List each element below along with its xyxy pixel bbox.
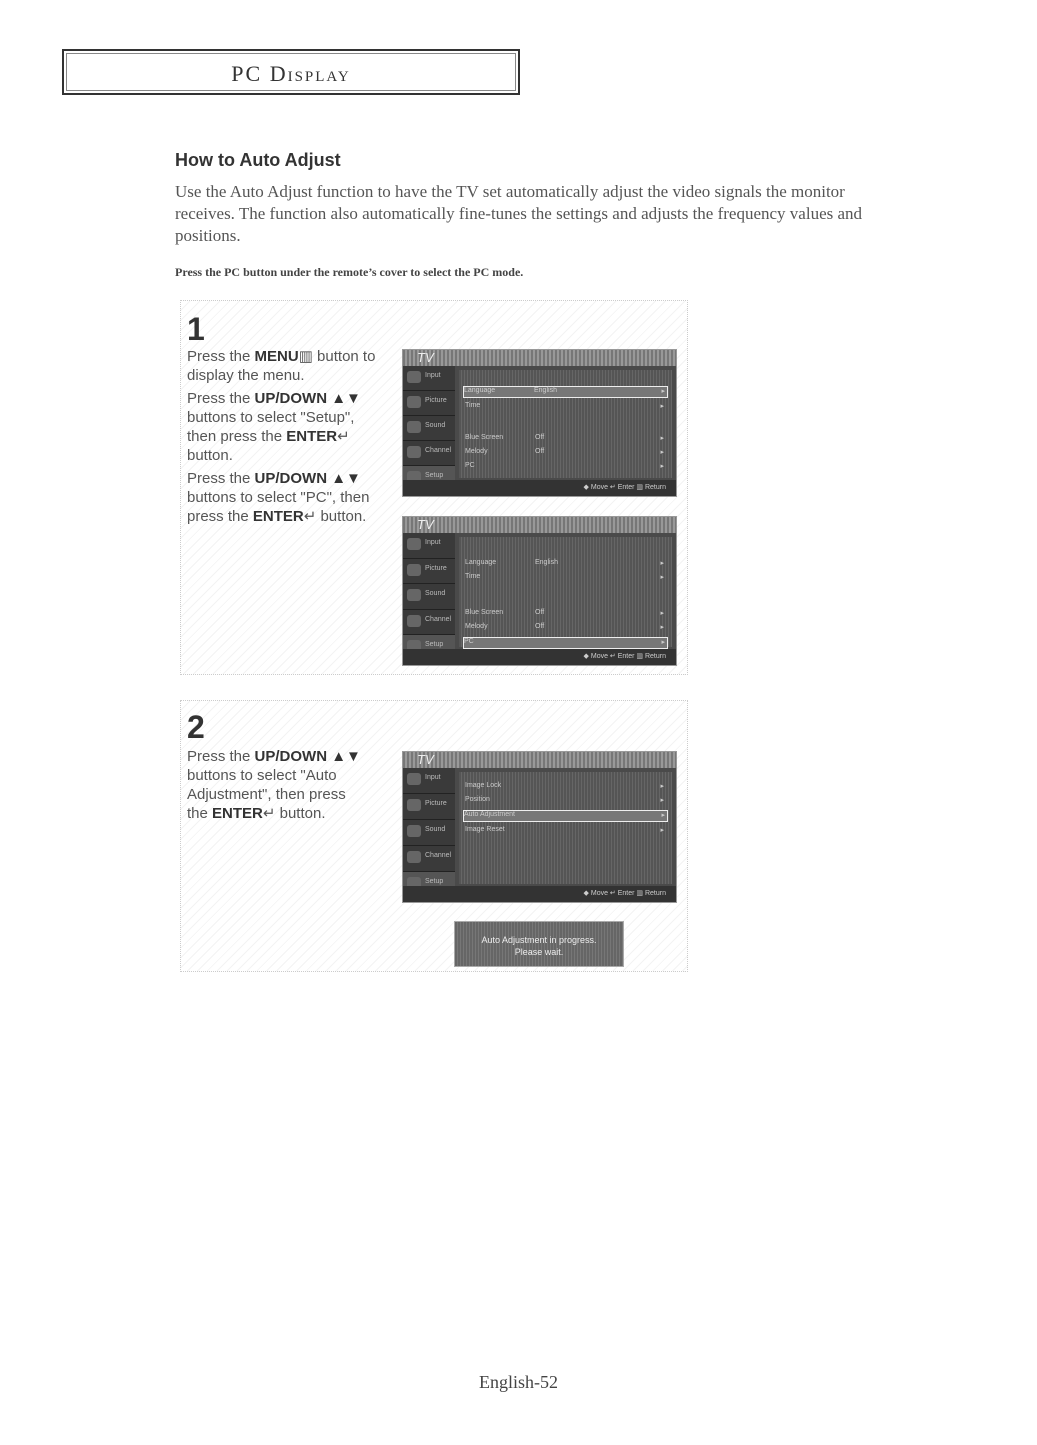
osd-sidebar (403, 533, 455, 649)
osd-side-picture: Picture (403, 391, 455, 416)
auto-adjust-progress-message (454, 921, 624, 967)
osd-side-input: Input (403, 768, 455, 794)
osd-side-sound: Sound (403, 416, 455, 441)
up-down-arrows-icon: ▲▼ (331, 748, 361, 765)
step-2-panel (180, 700, 688, 972)
osd-tv-label: TV (417, 517, 434, 532)
osd-row: Position ▸ (465, 796, 664, 804)
osd-row: Language English ▸ (463, 386, 668, 398)
step-1-instructions (187, 347, 387, 530)
menu-button-icon: ▥ (298, 348, 313, 365)
osd-side-picture: Picture (403, 794, 455, 820)
osd-body (459, 772, 672, 884)
osd-side-channel: Channel (403, 610, 455, 636)
step-2-instructions (187, 747, 367, 827)
osd-body (459, 537, 672, 647)
osd-row: Time ▸ (465, 573, 664, 581)
osd-bottom-bar: ◆ Move ↵ Enter ▥ Return (403, 886, 676, 902)
osd-bottom-bar: ◆ Move ↵ Enter ▥ Return (403, 480, 676, 496)
progress-line-1: Auto Adjustment in progress. (481, 935, 597, 945)
osd-title-bar (403, 350, 676, 366)
section-header-box (62, 49, 520, 95)
step-2-line-1: Press the UP/DOWN ▲▼ buttons to select "Auto Adjustment", then press the ENTER↵ button. (187, 748, 361, 822)
osd-row: Language English ▸ (465, 559, 664, 567)
osd-row: Melody Off ▸ (465, 623, 664, 631)
page-heading: How to Auto Adjust (175, 150, 341, 170)
osd-side-channel: Channel (403, 846, 455, 872)
progress-line-2: Please wait. (514, 947, 564, 957)
osd-side-setup: Setup (403, 466, 455, 491)
osd-title-bar (403, 517, 676, 533)
osd-sidebar (403, 366, 455, 480)
osd-row: Auto Adjustment ▸ (463, 810, 668, 822)
osd-row: PC ▸ (465, 462, 664, 470)
osd-setup-menu (402, 349, 677, 497)
osd-row: Blue Screen Off ▸ (465, 609, 664, 617)
page-footer: English-52 (479, 1372, 558, 1392)
step-2-number: 2 (187, 709, 205, 745)
osd-setup-menu-pc-selected (402, 516, 677, 666)
pc-mode-note: Press the PC button under the remote’s cover to select the PC mode. (175, 265, 524, 279)
step-1-number: 1 (187, 311, 205, 347)
osd-row: PC ▸ (463, 637, 668, 649)
osd-side-setup: Setup (403, 635, 455, 661)
osd-row: Image Lock ▸ (465, 782, 664, 790)
enter-button-icon: ↵ (337, 428, 350, 445)
osd-pc-menu (402, 751, 677, 903)
osd-tv-label: TV (417, 350, 434, 365)
osd-side-input: Input (403, 366, 455, 391)
osd-side-setup: Setup (403, 872, 455, 898)
enter-button-icon: ↵ (303, 508, 317, 525)
osd-tv-label: TV (417, 752, 434, 767)
osd-bottom-bar: ◆ Move ↵ Enter ▥ Return (403, 649, 676, 665)
enter-button-icon: ↵ (262, 805, 276, 822)
intro-paragraph: Use the Auto Adjust function to have the TV set automatically adjust the video signals the monitor receives. The function also automatically fine-tunes the settings and adjusts the frequency values and positions. (175, 182, 863, 245)
osd-row: Melody Off ▸ (465, 448, 664, 456)
osd-side-channel: Channel (403, 441, 455, 466)
osd-side-picture: Picture (403, 559, 455, 585)
step-1-line-1: Press the MENU▥ button to display the menu. (187, 348, 376, 384)
osd-side-sound: Sound (403, 820, 455, 846)
osd-side-input: Input (403, 533, 455, 559)
up-down-arrows-icon: ▲▼ (331, 470, 361, 487)
step-1-line-3: Press the UP/DOWN ▲▼ buttons to select "PC", then press the ENTER↵ button. (187, 470, 370, 525)
step-1-line-2: Press the UP/DOWN ▲▼ buttons to select "Setup", then press the ENTER↵ button. (187, 390, 361, 464)
osd-side-sound: Sound (403, 584, 455, 610)
osd-row: Image Reset ▸ (465, 826, 664, 834)
up-down-arrows-icon: ▲▼ (331, 390, 361, 407)
osd-sidebar (403, 768, 455, 886)
section-title: PC Display (231, 61, 351, 86)
osd-row: Blue Screen Off ▸ (465, 434, 664, 442)
osd-row: Time ▸ (465, 402, 664, 410)
osd-body (459, 370, 672, 478)
osd-title-bar (403, 752, 676, 768)
step-1-panel (180, 300, 688, 675)
